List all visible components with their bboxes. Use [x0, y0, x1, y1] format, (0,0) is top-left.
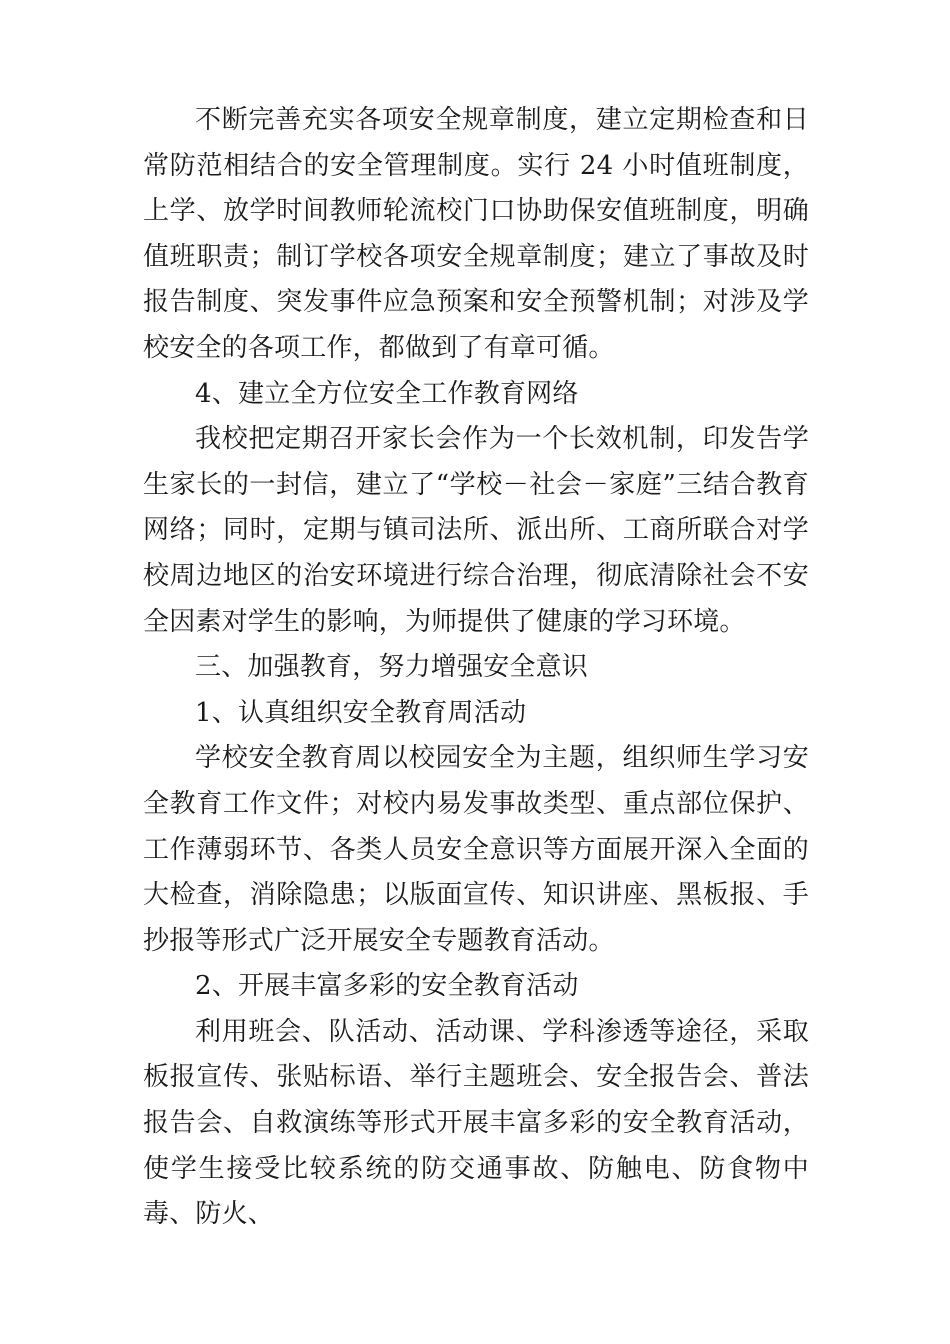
paragraph-education-network: 我校把定期召开家长会作为一个长效机制，印发告学生家长的一封信，建立了“学校－社会－家庭”三结合教育网络；同时，定期与镇司法所、派出所、工商所联合对学校周边地区的治安环境进行综合治理，彻底清除社会不安全因素对学生的影响，为师提供了健康的学习环境。 — [143, 424, 809, 637]
document-body — [143, 98, 809, 1238]
paragraph-safety-rules: 不断完善充实各项安全规章制度，建立定期检查和日常防范相结合的安全管理制度。实行 24 小时值班制度，上学、放学时间教师轮流校门口协助保安值班制度，明确值班职责；制订学校各项安全规章制度；建立了事故及时报告制度、突发事件应急预案和安全预警机制；对涉及学校安全的各项工作，都做到了有章可循。 — [143, 105, 809, 363]
heading-education-activities: 2、开展丰富多彩的安全教育活动 — [195, 971, 579, 1002]
paragraph-education-activities: 利用班会、队活动、活动课、学科渗透等途径，采取板报宣传、张贴标语、举行主题班会、安全报告会、普法报告会、自救演练等形式开展丰富多彩的安全教育活动，使学生接受比较系统的防交通事故、防触电、防食物中毒、防火、 — [143, 1016, 809, 1230]
heading-strengthen-education: 三、加强教育，努力增强安全意识 — [195, 652, 589, 683]
paragraph-safety-week: 学校安全教育周以校园安全为主题，组织师生学习安全教育工作文件；对校内易发事故类型、重点部位保护、工作薄弱环节、各类人员安全意识等方面展开深入全面的大检查，消除隐患；以版面宣传、知识讲座、黑板报、手抄报等形式广泛开展安全专题教育活动。 — [143, 743, 809, 956]
heading-safety-week: 1、认真组织安全教育周活动 — [195, 697, 527, 728]
heading-education-network: 4、建立全方位安全工作教育网络 — [195, 378, 579, 409]
